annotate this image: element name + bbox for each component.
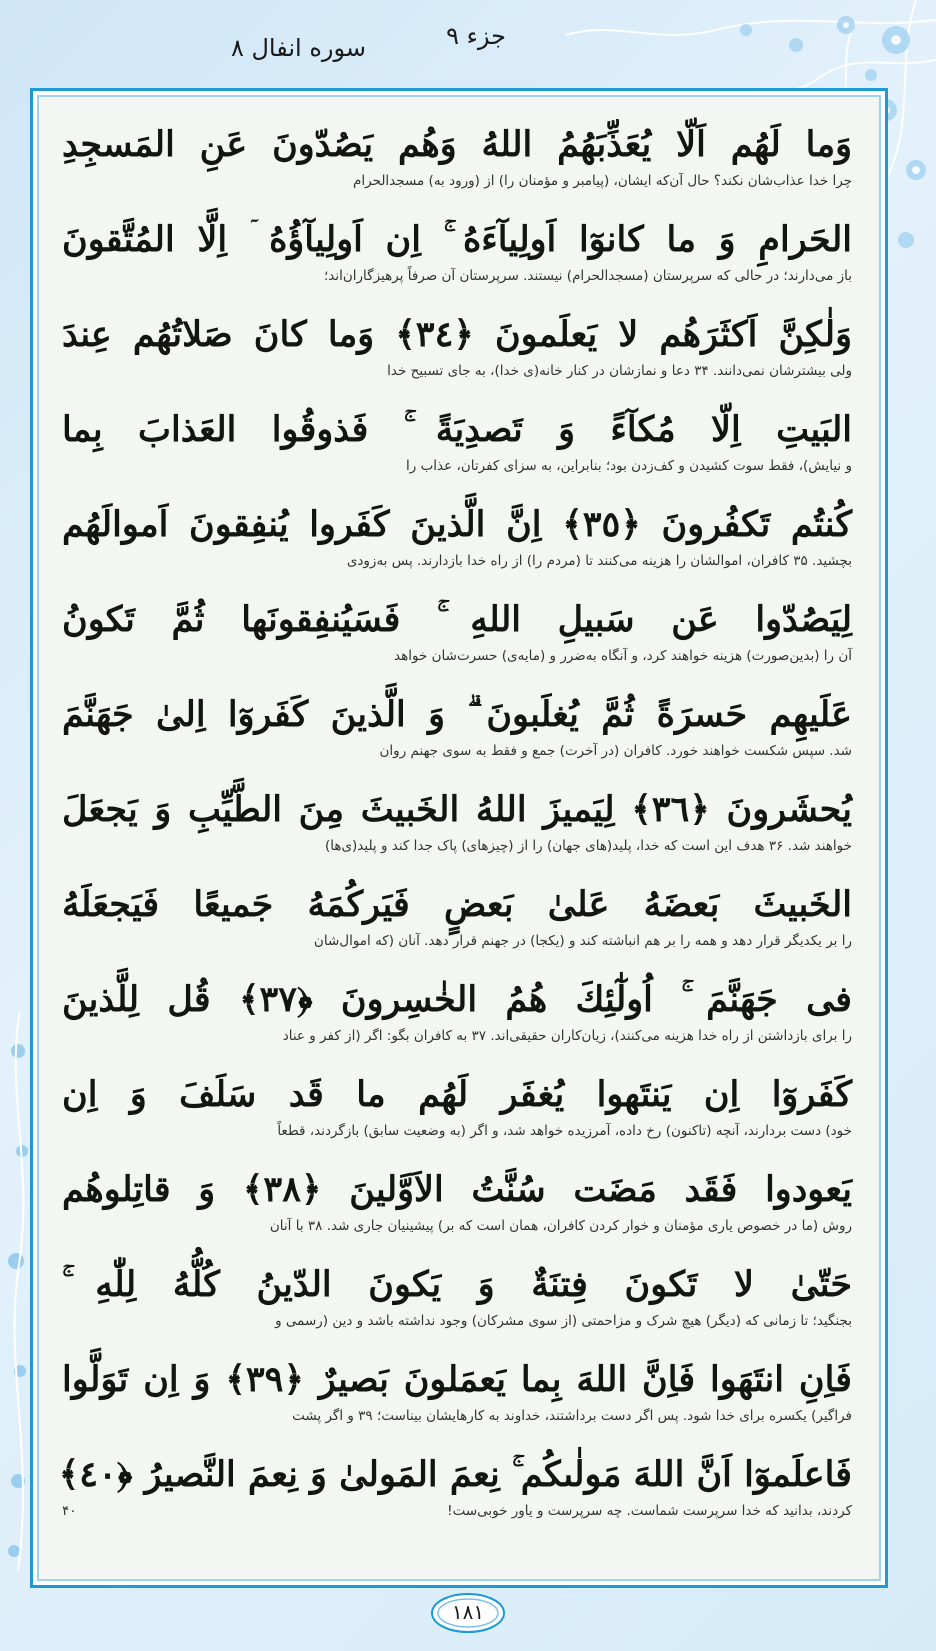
arabic-line: فَاعلَموٓا اَنَّ اللهَ مَولٰىكُم ۚ نِعمَ المَولىٰ وَ نِعمَ النَّصيرُ ﴿٤٠﴾	[58, 1454, 852, 1495]
verse-row	[40, 595, 874, 667]
translation-line: شد. سپس شکست خواهند خورد. کافران (در آخرت) جمع و فقط به سوی جهنم روان	[379, 743, 852, 759]
arabic-line: يَعودوا فَقَد مَضَت سُنَّتُ الاَوَّلينَ ﴿٣٨﴾ وَ قاتِلوهُم	[62, 1169, 852, 1210]
translation-line: چرا خدا عذاب‌شان نکند؟ حال آن‌که ایشان، (پیامبر و مؤمنان را) از (ورود به) مسجدالحرام	[353, 173, 852, 189]
verse-row	[40, 785, 874, 857]
translation-line: خواهند شد. ۳۶ هدف این است که خدا، پلید(های جهان) را از (چیزهای) پاک جدا کند و پلید(ی‌ها)	[324, 838, 852, 854]
verse-row	[40, 1355, 874, 1427]
arabic-line: يُحشَرونَ ﴿٣٦﴾ لِيَميزَ اللهُ الخَبيثَ مِنَ الطَّيِّبِ وَ يَجعَلَ	[62, 789, 852, 830]
translation-line: و نیایش)، فقط سوت کشیدن و کف‌زدن بود؛ بنابراین، به سزای کفرتان، عذاب را	[406, 458, 852, 474]
arabic-line: الخَبيثَ بَعضَهُ عَلىٰ بَعضٍ فَيَركُمَهُ جَميعًا فَيَجعَلَهُ	[62, 884, 852, 925]
verse-row	[40, 215, 874, 287]
translation-text: کردند، بدانید که خدا سرپرست شماست. چه سرپرست و یاور خوبی‌ست!	[447, 1503, 852, 1519]
translation-line: روش (ما در خصوص یاری مؤمنان و خوار کردن کافران، همان است که بر) پیشینیان جاری شد. ۳۸ با آنان	[269, 1218, 852, 1234]
arabic-line: كَفَروٓا اِن يَنتَهوا يُغفَر لَهُم ما قَد سَلَفَ وَ اِن	[62, 1074, 852, 1115]
arabic-line: عَلَيهِم حَسرَةً ثُمَّ يُغلَبونَ ۗ وَ الَّذينَ كَفَروٓا اِلىٰ جَهَنَّمَ	[62, 694, 852, 735]
arabic-line: حَتّىٰ لا تَكونَ فِتنَةٌ وَ يَكونَ الدّينُ كُلُّهُ لِلّٰهِ ۚ	[62, 1264, 852, 1305]
verse-row	[40, 1070, 874, 1142]
translation-line	[40, 1500, 874, 1522]
translation-line: خود) دست بردارند، آنچه (تاکنون) رخ داده، آمرزیده خواهد شد، و اگر (به وضعیت سابق) بازگردند، قطعاً	[277, 1123, 852, 1139]
verse-row	[40, 405, 874, 477]
verse-row	[40, 690, 874, 762]
translation-line: بجنگید؛ تا زمانی که (دیگر) هیچ شرک و مزاحمتی (از سوی مشرکان) وجود نداشته باشد و دین (رسمی و	[275, 1313, 852, 1329]
arabic-line: وَلٰكِنَّ اَكثَرَهُم لا يَعلَمونَ ﴿٣٤﴾ وَما كانَ صَلاتُهُم عِندَ	[62, 314, 852, 355]
verse-row	[40, 1260, 874, 1332]
verse-lines	[40, 98, 874, 1578]
arabic-line: لِيَصُدّوا عَن سَبيلِ اللهِ ۚ فَسَيُنفِقونَها ثُمَّ تَكونُ	[62, 599, 852, 640]
translation-line: باز می‌دارند؛ در حالی که سرپرستان (مسجدالحرام) نیستند. سرپرستان آن صرفاً پرهیزگاران‌اند؛	[323, 268, 852, 284]
translation-line: را بر یکدیگر قرار دهد و همه را بر هم انباشته کند و (یکجا) در جهنم قرار دهد. آنان (که اموال‌شان	[313, 933, 852, 949]
arabic-line: فَاِنِ انتَهَوا فَاِنَّ اللهَ بِما يَعمَلونَ بَصيرٌ ﴿٣٩﴾ وَ اِن تَوَلَّوا	[62, 1359, 853, 1400]
verse-row	[40, 1450, 874, 1522]
arabic-line: وَما لَهُم اَلّا يُعَذِّبَهُمُ اللهُ وَهُم يَصُدّونَ عَنِ المَسجِدِ	[62, 124, 852, 165]
surah-label: سوره انفال ۸	[230, 34, 366, 62]
verse-row	[40, 975, 874, 1047]
translation-line: آن را (بدین‌صورت) هزینه خواهند کرد، و آنگاه به‌ضرر و (مایه‌ی) حسرت‌شان خواهد	[394, 648, 852, 664]
verse-row	[40, 310, 874, 382]
translation-line: بچشید. ۳۵ کافران، اموالشان را هزینه می‌کنند تا (مردم را) از راه خدا بازدارند. پس به‌زودی	[346, 553, 852, 569]
verse-number-end: ۴۰	[62, 1503, 77, 1519]
translation-line: فراگیر) یکسره برای خدا شود. پس اگر دست برداشتند، خداوند به کارهایشان بیناست؛ ۳۹ و اگر پشت	[292, 1408, 852, 1424]
verse-row	[40, 1165, 874, 1237]
verse-row	[40, 880, 874, 952]
translation-line: را برای بازداشتن از راه خدا هزینه می‌کنند)، زیان‌کاران حقیقی‌اند. ۳۷ به کافران بگو: اگر (از کفر و عناد	[282, 1028, 852, 1044]
page-number-badge	[428, 1590, 508, 1636]
page-number: ۱۸۱	[451, 1600, 485, 1624]
juz-label: جزء ۹	[446, 22, 506, 50]
arabic-line: فى جَهَنَّمَ ۚ اُولٰٓئِكَ هُمُ الخٰسِرونَ ﴿٣٧﴾ قُل لِلَّذينَ	[62, 979, 853, 1020]
arabic-line: الحَرامِ وَ ما كانوٓا اَولِيآءَهُ ۚ اِن اَولِيآؤُهُ ۤ اِلَّا المُتَّقونَ	[62, 219, 852, 260]
verse-row	[40, 500, 874, 572]
translation-line: ولی بیشترشان نمی‌دانند. ۳۴ دعا و نمازشان در کنار خانه(ی خدا)، به جای تسبیح خدا	[387, 363, 852, 379]
page-header	[0, 10, 936, 80]
arabic-line: كُنتُم تَكفُرونَ ﴿٣٥﴾ اِنَّ الَّذينَ كَفَروا يُنفِقونَ اَموالَهُم	[62, 504, 852, 545]
arabic-line: البَيتِ اِلّا مُكآءً وَ تَصدِيَةً ۚ فَذوقُوا العَذابَ بِما	[62, 409, 852, 450]
verse-row	[40, 120, 874, 192]
